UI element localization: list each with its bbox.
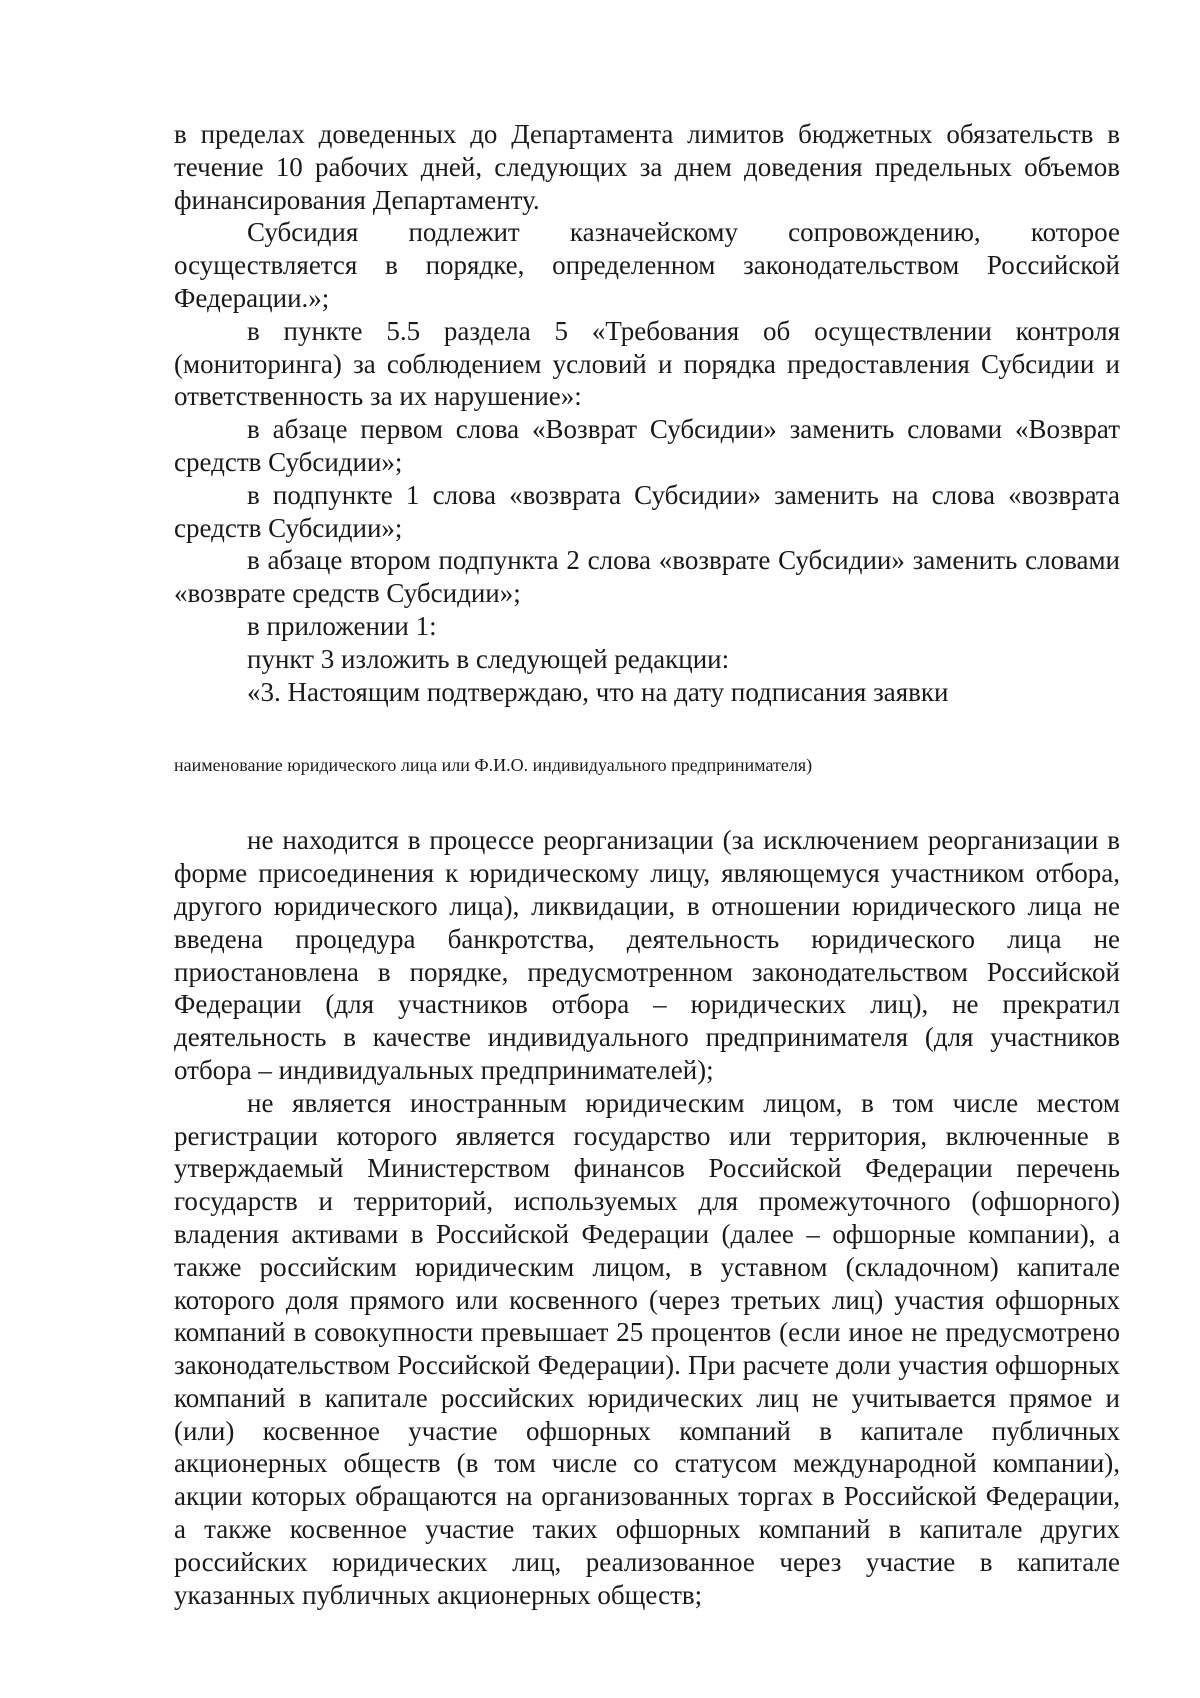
paragraph-not-reorganizing: не находится в процессе реорганизации (за исключением реорганизации в форме присоединения к юридическому лицу, являющемуся участником отбора, другого юридического лица), ликвидации, в отношении юридического лица не введена процедура банкротства, деятельность юридического лица не приостановлена в порядке, предусмотренном законодательством Российской Федерации (для участников отбора – юридических лиц), не прекратил деятельность в качестве индивидуального предпринимателя (для участников отбора – индивидуальных предпринимателей); (174, 825, 1120, 1085)
paragraph-clause-5-5: в пункте 5.5 раздела 5 «Требования об осуществлении контроля (мониторинга) за соблюдением условий и порядка предоставления Субсидии и ответственность за их нарушение»: (174, 315, 1120, 412)
paragraph-treasury-support: Субсидия подлежит казначейскому сопровождению, которое осуществляется в порядке, определенном законодательством Российской Федерации.»; (174, 217, 1120, 313)
paragraph-confirmation: «3. Настоящим подтверждаю, что на дату подписания заявки (247, 676, 949, 707)
paragraph-first-abzac: в абзаце первом слова «Возврат Субсидии» заменить словами «Возврат средств Субсидии»; (174, 414, 1120, 477)
field-caption: наименование юридического лица или Ф.И.О. индивидуального предпринимателя) (174, 755, 813, 776)
paragraph-subclause-2: в абзаце втором подпункта 2 слова «возврате Субсидии» заменить словами «возврате средств Субсидии»; (174, 545, 1120, 609)
signature-blank-area (174, 708, 1120, 754)
paragraph-not-foreign-entity: не является иностранным юридическим лицом, в том числе местом регистрации которого является государство или территория, включенные в утверждаемый Министерством финансов Российской Федерации перечень государств и территорий, используемых для промежуточного (офшорного) владения активами в Российской Федерации (далее – офшорные компании), а также российским юридическим лицом, в уставном (складочном) капитале которого доля прямого или косвенного (через третьих лиц) участия офшорных компаний в совокупности превышает 25 процентов (если иное не предусмотрено законодательством Российской Федерации). При расчете доли участия офшорных компаний в капитале российских юридических лиц не учитывается прямое и (или) косвенное участие офшорных компаний в капитале публичных акционерных обществ (в том числе со статусом международной компании), акции которых обращаются на организованных торгах в Российской Федерации, а также косвенное участие таких офшорных компаний в капитале других российских юридических лиц, реализованное через участие в капитале указанных публичных акционерных обществ; (174, 1087, 1120, 1610)
caption-gap (174, 776, 1120, 824)
paragraph-appendix-1: в приложении 1: (247, 610, 437, 641)
document-body (174, 118, 1120, 1611)
paragraph-budget-limits: в пределах доведенных до Департамента лимитов бюджетных обязательств в течение 10 рабочих дней, следующих за днем доведения предельных объемов финансирования Департаменту. (174, 119, 1120, 215)
paragraph-item-3-intro: пункт 3 изложить в следующей редакции: (247, 643, 730, 674)
paragraph-subclause-1: в подпункте 1 слова «возврата Субсидии» заменить на слова «возврата средств Субсидии»; (174, 479, 1120, 543)
